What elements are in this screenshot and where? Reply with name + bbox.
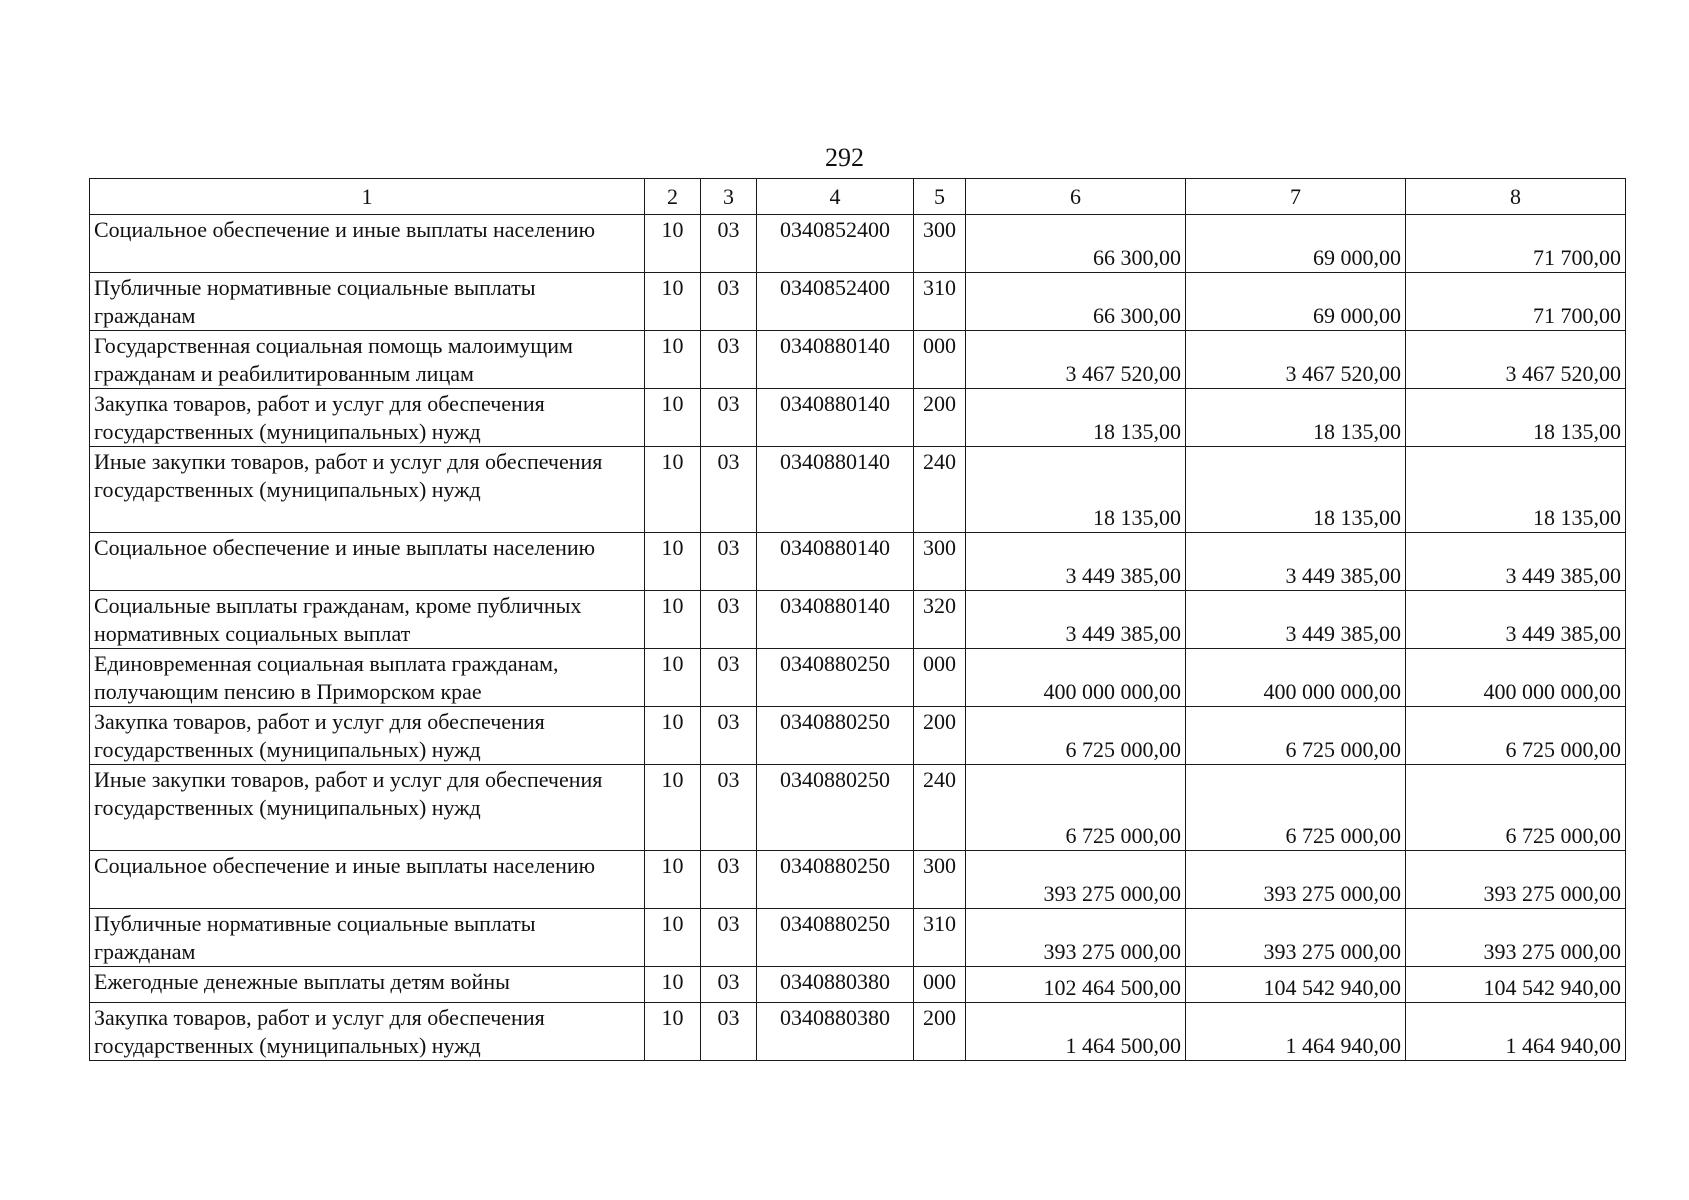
table-row: [90, 649, 1626, 707]
table-row: [90, 1003, 1626, 1061]
table-row: [90, 967, 1626, 1003]
row-description: Единовременная социальная выплата гражданам, получающим пенсию в Приморском крае: [90, 649, 645, 707]
header-cell: 5: [914, 179, 966, 215]
section-code: 10: [645, 765, 701, 851]
row-description: Публичные нормативные социальные выплаты гражданам: [90, 273, 645, 331]
amount-col6: 6 725 000,00: [966, 707, 1186, 765]
row-description: Государственная социальная помощь малоимущим гражданам и реабилитированным лицам: [90, 331, 645, 389]
target-article-code: 0340880250: [757, 851, 914, 909]
table-body: [90, 215, 1626, 1061]
header-cell: 1: [90, 179, 645, 215]
table-row: [90, 273, 1626, 331]
section-code: 10: [645, 909, 701, 967]
row-description: Иные закупки товаров, работ и услуг для обеспечения государственных (муниципальных) нужд: [90, 447, 645, 533]
subsection-code: 03: [701, 215, 757, 273]
section-code: 10: [645, 331, 701, 389]
amount-col6: 18 135,00: [966, 389, 1186, 447]
amount-col6: 102 464 500,00: [966, 967, 1186, 1003]
target-article-code: 0340880250: [757, 909, 914, 967]
target-article-code: 0340880380: [757, 967, 914, 1003]
section-code: 10: [645, 215, 701, 273]
section-code: 10: [645, 389, 701, 447]
amount-col7: 400 000 000,00: [1186, 649, 1406, 707]
target-article-code: 0340880380: [757, 1003, 914, 1061]
row-description: Социальное обеспечение и иные выплаты населению: [90, 851, 645, 909]
amount-col8: 18 135,00: [1406, 447, 1626, 533]
header-cell: 3: [701, 179, 757, 215]
header-row: [90, 179, 1626, 215]
subsection-code: 03: [701, 389, 757, 447]
subsection-code: 03: [701, 591, 757, 649]
header-cell: 4: [757, 179, 914, 215]
table-row: [90, 533, 1626, 591]
expense-type-code: 000: [914, 649, 966, 707]
expense-type-code: 310: [914, 909, 966, 967]
row-description: Социальные выплаты гражданам, кроме публичных нормативных социальных выплат: [90, 591, 645, 649]
amount-col6: 66 300,00: [966, 273, 1186, 331]
target-article-code: 0340852400: [757, 273, 914, 331]
amount-col8: 18 135,00: [1406, 389, 1626, 447]
row-description: Ежегодные денежные выплаты детям войны: [90, 967, 645, 1003]
table-row: [90, 215, 1626, 273]
amount-col7: 18 135,00: [1186, 389, 1406, 447]
subsection-code: 03: [701, 331, 757, 389]
amount-col7: 69 000,00: [1186, 273, 1406, 331]
amount-col7: 69 000,00: [1186, 215, 1406, 273]
amount-col7: 3 449 385,00: [1186, 533, 1406, 591]
expense-type-code: 300: [914, 851, 966, 909]
target-article-code: 0340880140: [757, 389, 914, 447]
section-code: 10: [645, 447, 701, 533]
section-code: 10: [645, 1003, 701, 1061]
subsection-code: 03: [701, 967, 757, 1003]
amount-col7: 3 467 520,00: [1186, 331, 1406, 389]
amount-col7: 1 464 940,00: [1186, 1003, 1406, 1061]
amount-col7: 18 135,00: [1186, 447, 1406, 533]
expense-type-code: 000: [914, 967, 966, 1003]
table-row: [90, 707, 1626, 765]
row-description: Иные закупки товаров, работ и услуг для обеспечения государственных (муниципальных) нужд: [90, 765, 645, 851]
amount-col6: 18 135,00: [966, 447, 1186, 533]
row-description: Закупка товаров, работ и услуг для обеспечения государственных (муниципальных) нужд: [90, 389, 645, 447]
amount-col8: 3 449 385,00: [1406, 591, 1626, 649]
expense-type-code: 300: [914, 215, 966, 273]
amount-col8: 3 449 385,00: [1406, 533, 1626, 591]
expense-type-code: 240: [914, 765, 966, 851]
row-description: Закупка товаров, работ и услуг для обеспечения государственных (муниципальных) нужд: [90, 707, 645, 765]
subsection-code: 03: [701, 1003, 757, 1061]
expense-type-code: 200: [914, 1003, 966, 1061]
target-article-code: 0340880250: [757, 649, 914, 707]
amount-col8: 400 000 000,00: [1406, 649, 1626, 707]
amount-col6: 3 449 385,00: [966, 591, 1186, 649]
amount-col6: 3 449 385,00: [966, 533, 1186, 591]
target-article-code: 0340880140: [757, 447, 914, 533]
expense-type-code: 300: [914, 533, 966, 591]
amount-col7: 393 275 000,00: [1186, 909, 1406, 967]
expense-type-code: 200: [914, 389, 966, 447]
amount-col8: 393 275 000,00: [1406, 851, 1626, 909]
expense-type-code: 310: [914, 273, 966, 331]
target-article-code: 0340880140: [757, 331, 914, 389]
target-article-code: 0340880250: [757, 765, 914, 851]
amount-col7: 104 542 940,00: [1186, 967, 1406, 1003]
amount-col6: 3 467 520,00: [966, 331, 1186, 389]
table-row: [90, 447, 1626, 533]
amount-col6: 66 300,00: [966, 215, 1186, 273]
table-row: [90, 851, 1626, 909]
amount-col8: 6 725 000,00: [1406, 707, 1626, 765]
table-row: [90, 331, 1626, 389]
amount-col7: 6 725 000,00: [1186, 707, 1406, 765]
subsection-code: 03: [701, 707, 757, 765]
amount-col8: 71 700,00: [1406, 215, 1626, 273]
amount-col8: 104 542 940,00: [1406, 967, 1626, 1003]
header-cell: 8: [1406, 179, 1626, 215]
section-code: 10: [645, 649, 701, 707]
table-row: [90, 591, 1626, 649]
subsection-code: 03: [701, 447, 757, 533]
target-article-code: 0340852400: [757, 215, 914, 273]
row-description: Социальное обеспечение и иные выплаты населению: [90, 533, 645, 591]
subsection-code: 03: [701, 851, 757, 909]
section-code: 10: [645, 967, 701, 1003]
amount-col6: 393 275 000,00: [966, 909, 1186, 967]
amount-col8: 1 464 940,00: [1406, 1003, 1626, 1061]
table-row: [90, 909, 1626, 967]
subsection-code: 03: [701, 765, 757, 851]
amount-col7: 6 725 000,00: [1186, 765, 1406, 851]
table-row: [90, 389, 1626, 447]
header-cell: 7: [1186, 179, 1406, 215]
subsection-code: 03: [701, 909, 757, 967]
section-code: 10: [645, 273, 701, 331]
section-code: 10: [645, 533, 701, 591]
section-code: 10: [645, 707, 701, 765]
amount-col8: 71 700,00: [1406, 273, 1626, 331]
header-cell: 2: [645, 179, 701, 215]
subsection-code: 03: [701, 273, 757, 331]
expense-type-code: 320: [914, 591, 966, 649]
expense-type-code: 200: [914, 707, 966, 765]
amount-col8: 3 467 520,00: [1406, 331, 1626, 389]
target-article-code: 0340880250: [757, 707, 914, 765]
expense-type-code: 240: [914, 447, 966, 533]
amount-col7: 393 275 000,00: [1186, 851, 1406, 909]
row-description: Публичные нормативные социальные выплаты гражданам: [90, 909, 645, 967]
amount-col6: 6 725 000,00: [966, 765, 1186, 851]
budget-table: [89, 178, 1626, 1061]
subsection-code: 03: [701, 533, 757, 591]
row-description: Социальное обеспечение и иные выплаты населению: [90, 215, 645, 273]
section-code: 10: [645, 851, 701, 909]
target-article-code: 0340880140: [757, 533, 914, 591]
amount-col6: 393 275 000,00: [966, 851, 1186, 909]
amount-col8: 6 725 000,00: [1406, 765, 1626, 851]
header-cell: 6: [966, 179, 1186, 215]
subsection-code: 03: [701, 649, 757, 707]
amount-col8: 393 275 000,00: [1406, 909, 1626, 967]
section-code: 10: [645, 591, 701, 649]
table-row: [90, 765, 1626, 851]
row-description: Закупка товаров, работ и услуг для обеспечения государственных (муниципальных) нужд: [90, 1003, 645, 1061]
expense-type-code: 000: [914, 331, 966, 389]
target-article-code: 0340880140: [757, 591, 914, 649]
amount-col6: 400 000 000,00: [966, 649, 1186, 707]
amount-col7: 3 449 385,00: [1186, 591, 1406, 649]
page-number: 292: [825, 143, 864, 172]
amount-col6: 1 464 500,00: [966, 1003, 1186, 1061]
